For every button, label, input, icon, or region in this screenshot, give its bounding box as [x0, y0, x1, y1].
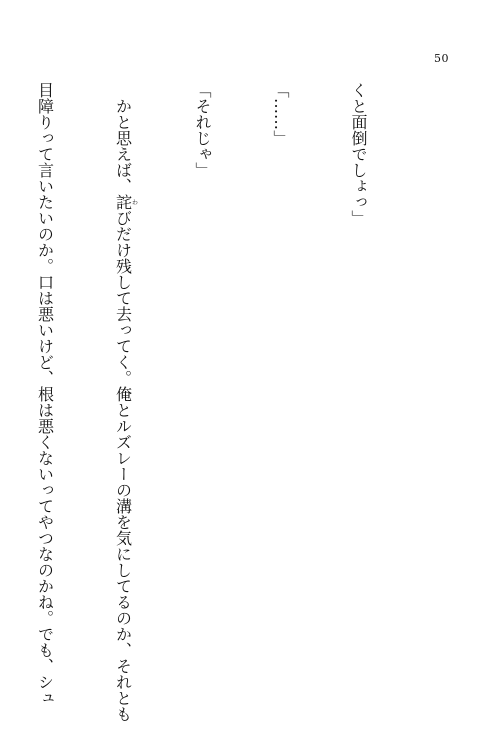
- text-line: 目障りって言いたいのか。口は悪いけど、根は悪くないってやつなのかね。でも、シュ: [35, 82, 55, 706]
- text-line: かと思えば、詫わびだけ残して去ってく。俺とルズレーの溝を気にしてるのか、それとも: [113, 82, 138, 722]
- text-line: 「それじゃ」: [193, 82, 212, 178]
- vertical-text-body: [0, 82, 423, 722]
- furigana: 詫わ: [113, 194, 138, 210]
- page-number: 50: [434, 52, 449, 65]
- text-line: 「……」: [271, 82, 290, 146]
- text-line: くと面倒でしょっ」: [349, 82, 368, 226]
